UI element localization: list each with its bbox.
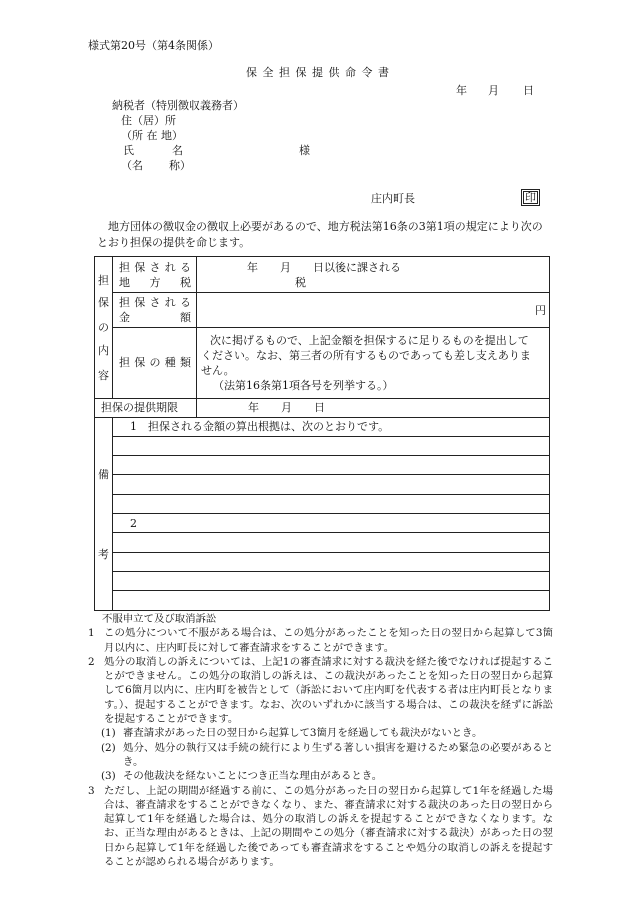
tax-label-char: る: [180, 261, 191, 274]
note-number: 3: [88, 784, 95, 797]
note-text: 処分の取消しの訴えについては、上記1の審査請求に対する裁決を経た後でなければ提起することができません。この処分の取消しの訴えは、この裁決があったことを知った日の翌日から起算して6箇月以内に、庄内町を被告として（訴訟において庄内町を代表する者は庄内町長となります。）、提起することができます。なお、次のいずれかに該当する場合は、この裁決を経ずに訴訟を提起することができます。: [104, 655, 553, 726]
name-label-2: 名: [172, 144, 183, 157]
amount-label-char: 額: [180, 311, 191, 324]
form-number: 様式第20号（第4条関係）: [88, 39, 219, 52]
type-label: [119, 356, 191, 370]
address-label: 住（居）所: [121, 114, 176, 127]
type-label-char: の: [149, 356, 161, 369]
tax-label-char: 地: [119, 276, 130, 289]
date-day: 日: [523, 84, 534, 97]
tax-label-char: 保: [134, 261, 146, 274]
note-number: 2: [88, 655, 95, 668]
note-item: [88, 655, 553, 726]
note-item: [88, 626, 553, 655]
remarks-rule: [112, 436, 549, 437]
subitem-text: その他裁決を経ないことにつき正当な理由があるとき。: [123, 770, 383, 783]
remarks-rule: [112, 455, 549, 456]
table-hline: [95, 398, 549, 399]
document-title: 保 全 担 保 提 供 命 令 書: [246, 66, 390, 79]
type-text-1: 次に掲げるもので、上記金額を担保するに足りるものを提出して: [210, 334, 529, 347]
remarks-rule: [112, 552, 549, 553]
note-subitem: [88, 741, 553, 770]
remarks-line-2: 2: [130, 517, 137, 530]
note-subitem: [88, 769, 553, 783]
amount-label-char: る: [180, 296, 191, 309]
remarks-rule: [112, 474, 549, 475]
table-hline: [95, 417, 549, 418]
amount-label-char: 金: [119, 311, 130, 324]
name-label-1: 氏: [123, 144, 134, 157]
date-month: 月: [488, 84, 499, 97]
type-label-char: 担: [119, 356, 130, 369]
amount-label-char: さ: [149, 296, 161, 309]
name-alt-label-2: 称）: [169, 159, 191, 172]
remarks-rule: [112, 513, 549, 514]
taxpayer-label: 納税者（特別徴収義務者）: [112, 99, 244, 112]
location-label: （所 在 地）: [121, 129, 183, 142]
side-label-char: の: [98, 321, 109, 334]
seal-box: [521, 189, 540, 206]
name-alt-label-1: （名: [121, 159, 143, 172]
note-item: [88, 784, 553, 870]
amount-label-line1: [119, 296, 191, 310]
side-label-char: 内: [98, 344, 109, 357]
type-label-char: 種: [164, 356, 176, 369]
tax-label-char: 方: [149, 276, 161, 289]
table-vline: [196, 257, 197, 417]
side-label-char: 容: [98, 369, 109, 382]
remarks-rule: [112, 571, 549, 572]
remarks-rule: [112, 590, 549, 591]
type-text-3: せん。: [201, 364, 235, 377]
type-label-char: 類: [180, 356, 191, 369]
type-text-2: ください。なお、第三者の所有するものであっても差し支えありま: [201, 349, 531, 362]
tax-value-line2: 税: [295, 276, 306, 289]
remarks-label-1: 備: [98, 468, 109, 481]
tax-label-char: れ: [164, 261, 176, 274]
appeal-notes: [88, 612, 553, 869]
details-table: [94, 256, 550, 611]
tax-value-line1: 年 月 日以後に課される: [247, 261, 401, 274]
tax-label-char: さ: [149, 261, 161, 274]
notes-title: 不服申立て及び取消訴訟: [102, 613, 217, 625]
amount-label-char: 保: [134, 296, 146, 309]
issuer: 庄内町長: [371, 192, 415, 205]
note-subitem: [88, 726, 553, 740]
subitem-number: (3): [101, 770, 116, 783]
remarks-label-2: 考: [98, 548, 109, 561]
seal-mark: 印: [525, 191, 536, 204]
subitem-number: (1): [101, 727, 116, 740]
date-year: 年: [456, 84, 467, 97]
side-label-char: 担: [98, 274, 109, 287]
remarks-line-1: 1 担保される金額の算出根拠は、次のとおりです。: [130, 420, 390, 433]
type-label-char: 保: [134, 356, 146, 369]
amount-label-line2: [119, 311, 191, 325]
tax-label-line2: [119, 276, 191, 290]
remarks-rule: [112, 494, 549, 495]
amount-label-char: れ: [164, 296, 176, 309]
subitem-text: 処分、処分の執行又は手続の続行により生ずる著しい損害を避けるため緊急の必要があるとき。: [123, 741, 553, 768]
deadline-value: 年 月 日: [248, 401, 325, 414]
deadline-label: 担保の提供期限: [101, 401, 178, 414]
amount-unit: 円: [535, 304, 546, 317]
note-text: この処分について不服がある場合は、この処分があったことを知った日の翌日から起算して3箇月以内に、庄内町長に対して審査請求をすることができます。: [104, 627, 553, 654]
note-number: 1: [88, 627, 95, 640]
tax-label-line1: [119, 261, 191, 275]
side-label-char: 保: [98, 296, 109, 309]
tax-label-char: 担: [119, 261, 130, 274]
subitem-number: (2): [101, 741, 116, 754]
subitem-text: 審査請求があった日の翌日から起算して3箇月を経過しても裁決がないとき。: [123, 727, 483, 740]
intro-text: 地方団体の徴収金の徴収上必要があるので、地方税法第16条の3第1項の規定により次のとおり担保の提供を命じます。: [97, 220, 543, 249]
type-text-4: （法第16条第1項各号を列挙する。）: [213, 379, 394, 392]
remarks-rule: [112, 532, 549, 533]
table-hline: [112, 292, 549, 293]
note-text: ただし、上記の期間が経過する前に、この処分があった日の翌日から起算して1年を経過した場合は、審査請求をすることができなくなり、また、審査請求に対する裁決のあった日の翌日から起算して1年を経過した場合は、処分の取消しの訴えを提起することができなくなります。なお、正当な理由があるときは、上記の期間やこの処分（審査請求に対する裁決）があった日の翌日から起算して1年を経過した後であっても審査請求をすることや処分の取消しの訴えを提起することが認められる場合があります。: [104, 784, 553, 869]
honorific: 様: [299, 144, 310, 157]
amount-label-char: 担: [119, 296, 130, 309]
tax-label-char: 税: [180, 276, 191, 289]
table-hline: [112, 327, 549, 328]
